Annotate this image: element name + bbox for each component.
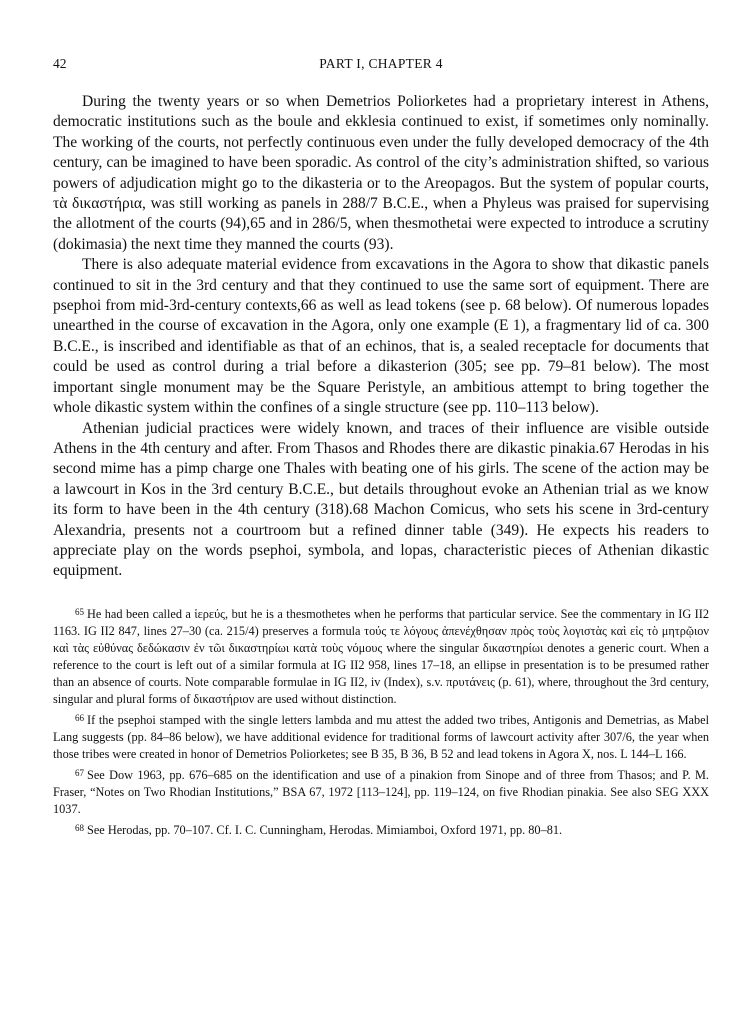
- footnote: [53, 604, 709, 708]
- paragraph: There is also adequate material evidence from excavations in the Agora to show that dikastic panels continued to sit in the 3rd century and that they continued to use the same sort of equipment. There are psephoi from mid-3rd-century contexts,66 as well as lead tokens (see p. 68 below). Of numerous lopades unearthed in the course of excavation in the Agora, only one example (E 1), a fragmentary lid of ca. 300 B.C.E., is inscribed and identifiable as that of an echinos, that is, a sealed receptacle for documents that could be used as control during a trial before a dikasterion (305; see pp. 79–81 below). The most important single monument may be the Square Peristyle, an ambitious attempt to bring together the whole dikastic system within the confines of a single structure (see pp. 110–113 below).: [53, 256, 709, 417]
- running-header: [53, 44, 709, 71]
- footnote-number: 68: [75, 822, 84, 833]
- footnote-number: 66: [75, 712, 84, 723]
- footnote-number: 67: [75, 767, 84, 778]
- footnote-text: He had been called a ἱερεύς, but he is a thesmothetes when he performs that particular service. See the commentary in IG II2 1163. IG II2 847, lines 27–30 (ca. 215/4) preserves a formula τούς τε λόγους ἀπενέχθησαν πρὸς τοὺς λογιστὰς καὶ εἰς τὸ μητρῷιον καὶ τὰς εὐθύνας δεδώκασιν ἐν τῶι δικαστηρίωι κατὰ τοὺς νόμους where the singular δικαστηρίωι denotes a generic court. When a reference to the court is left out of a similar formula at IG II2 958, lines 17–18, an ellipse in presentation is to be presumed rather than an absence of courts. Note comparable formulae in IG II2, iv (Index), s.v. πρυτάνεις (p. 61), where, throughout the 3rd century, singular and plural forms of δικαστήριον are used without distinction.: [53, 606, 709, 706]
- paragraph: During the twenty years or so when Demetrios Poliorketes had a proprietary interest in Athens, democratic institutions such as the boule and ekklesia continued to exist, if sometimes only nominally. The working of the courts, not perfectly continuous even under the fully developed democracy of the 4th century, can be imagined to have been sporadic. As control of the city’s administration shifted, so various powers of adjudication might go to the dikasteria or to the Areopagos. But the system of popular courts, τὰ δικαστήρια, was still working as panels in 288/7 B.C.E., when a Phyleus was praised for supervising the allotment of the courts (94),65 and in 286/5, when thesmothetai were expected to introduce a scrutiny (dokimasia) the next time they manned the courts (93).: [53, 93, 709, 253]
- footnote-text: See Dow 1963, pp. 676–685 on the identification and use of a pinakion from Sinope and of three from Thasos; and P. M. Fraser, “Notes on Two Rhodian Institutions,” BSA 67, 1972 [113–124], pp. 119–124, on five Rhodian pinakia. See also SEG XXX 1037.: [53, 767, 709, 816]
- footnote-number: 65: [75, 606, 84, 617]
- footnotes: [53, 604, 709, 839]
- footnote: [53, 820, 709, 839]
- body-text: [53, 92, 709, 582]
- page-number: 42: [53, 56, 67, 71]
- footnote: [53, 710, 709, 763]
- footnote-text: See Herodas, pp. 70–107. Cf. I. C. Cunningham, Herodas. Mimiamboi, Oxford 1971, pp. 80–81.: [87, 822, 563, 837]
- footnote: [53, 765, 709, 818]
- footnote-text: If the psephoi stamped with the single letters lambda and mu attest the added two tribes, Antigonis and Demetrias, as Mabel Lang suggests (pp. 84–86 below), we have additional evidence for traditional forms of lawcourt activity after 307/6, the year when those tribes were created in honor of Demetrios Poliorketes; see B 35, B 36, B 52 and lead tokens in Agora X, nos. L 144–L 166.: [53, 712, 709, 761]
- paragraph: Athenian judicial practices were widely known, and traces of their influence are visible outside Athens in the 4th century and after. From Thasos and Rhodes there are dikastic pinakia.67 Herodas in his second mime has a pimp charge one Thales with beating one of his girls. The scene of the action may be a lawcourt in Kos in the 3rd century B.C.E., but details throughout evoke an Athenian trial as we know its form to have been in the 4th century (318).68 Machon Comicus, who sets his scene in 3rd-century Alexandria, presents not a courtroom but a refined dinner table (349). He expects his readers to appreciate play on the words psephoi, symbola, and lopas, characteristic pieces of Athenian dikastic equipment.: [53, 419, 709, 580]
- running-title: PART I, CHAPTER 4: [319, 56, 443, 71]
